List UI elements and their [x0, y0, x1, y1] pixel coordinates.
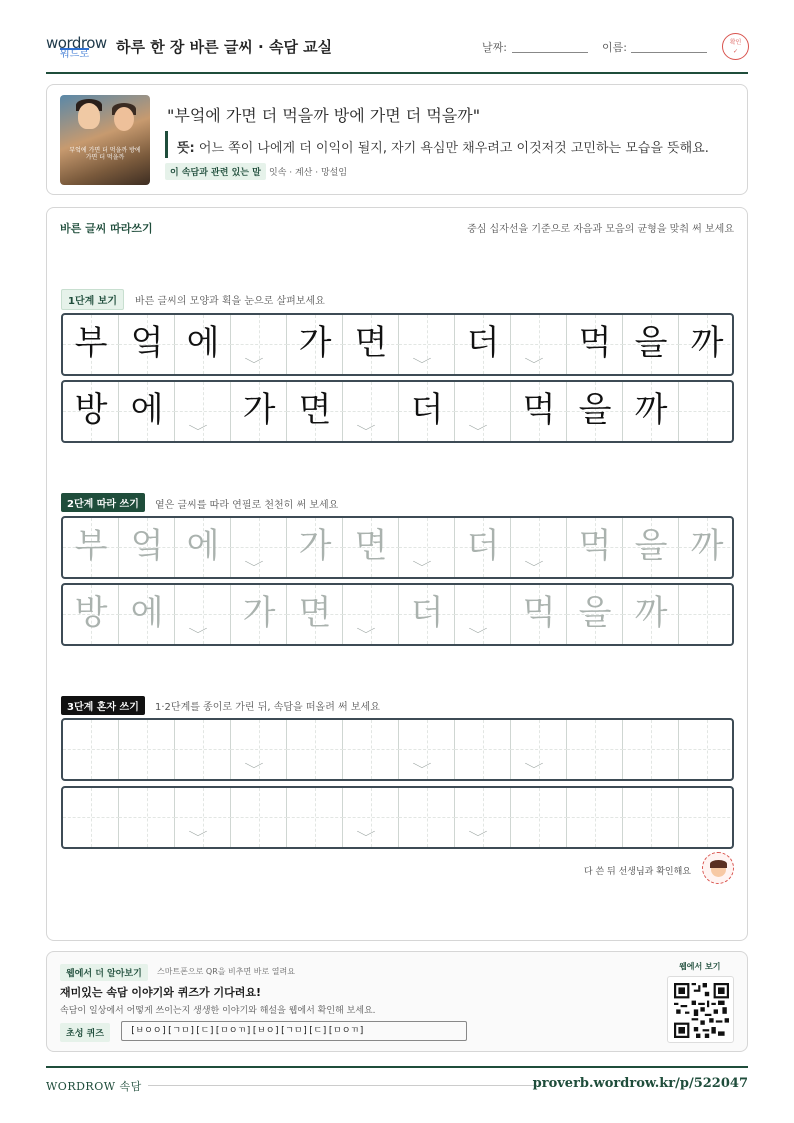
grid-cell: [231, 788, 287, 847]
step1-note: 바른 글씨의 모양과 획을 눈으로 살펴보세요: [135, 296, 325, 307]
grid-cell: [343, 585, 399, 644]
grid-cell: [567, 585, 623, 644]
space-mark-icon: ﹀: [412, 357, 432, 371]
logo-text: wordrow: [46, 34, 107, 52]
grid-character: 을: [634, 323, 668, 363]
grid-character: 면: [354, 323, 388, 363]
step3-label: 3단계 혼자 쓰기: [61, 696, 145, 715]
teacher-icon: [702, 852, 734, 884]
grid-cell: [119, 585, 175, 644]
grid-cell: [567, 788, 623, 847]
grid-cell: [63, 788, 119, 847]
meaning-label: 뜻:: [177, 141, 195, 156]
grid-cell: [63, 382, 119, 441]
space-mark-icon: ﹀: [412, 560, 432, 574]
grid-character: 먹: [522, 593, 556, 633]
space-mark-icon: ﹀: [188, 830, 208, 844]
grid-character: 가: [298, 323, 332, 363]
grid-cell: [511, 720, 567, 779]
qr-label: 웹에서 보기: [679, 962, 721, 971]
proverb-text: "부엌에 가면 더 먹을까 방에 가면 더 먹을까": [167, 106, 481, 125]
grid-character: 부: [74, 323, 108, 363]
proverb-illustration: [60, 95, 150, 185]
step3-row-2[interactable]: [61, 786, 734, 849]
qr-code-icon[interactable]: [667, 976, 734, 1043]
grid-character: 가: [298, 526, 332, 566]
practice-note: 중심 십자선을 기준으로 자음과 모음의 균형을 맞춰 써 보세요: [467, 224, 734, 235]
teacher-check-note: 다 쓴 뒤 선생님과 확인해요: [583, 867, 691, 877]
handwriting-practice: [46, 207, 748, 941]
web-info-box: [46, 951, 748, 1052]
grid-character: 가: [242, 593, 276, 633]
grid-cell: [231, 315, 287, 374]
proverb-meaning: [177, 137, 709, 156]
grid-cell: [623, 585, 679, 644]
grid-cell: [455, 518, 511, 577]
stamp-text: 확인: [729, 39, 742, 46]
grid-character: 방: [74, 593, 108, 633]
grid-cell: [679, 518, 734, 577]
grid-cell: [679, 720, 734, 779]
grid-character: 면: [298, 593, 332, 633]
grid-character: 더: [410, 593, 444, 633]
grid-cell: [231, 518, 287, 577]
grid-cell: [455, 788, 511, 847]
grid-cell: [343, 518, 399, 577]
grid-character: 엌: [130, 526, 164, 566]
proverb-card: [46, 84, 748, 195]
step2-row-2[interactable]: [61, 583, 734, 646]
grid-cell: [567, 315, 623, 374]
practice-title: 바른 글씨 따라쓰기: [60, 222, 153, 235]
name-label: 이름:: [602, 41, 627, 54]
grid-cell: [511, 315, 567, 374]
grid-character: 더: [466, 526, 500, 566]
grid-cell: [399, 788, 455, 847]
grid-cell: [119, 315, 175, 374]
grid-cell: [399, 585, 455, 644]
step2-label: 2단계 따라 쓰기: [61, 493, 145, 512]
grid-cell: [287, 788, 343, 847]
grid-cell: [343, 382, 399, 441]
grid-character: 까: [690, 323, 724, 363]
grid-cell: [231, 720, 287, 779]
grid-character: 면: [354, 526, 388, 566]
grid-cell: [119, 518, 175, 577]
grid-cell: [511, 585, 567, 644]
grid-character: 에: [186, 323, 220, 363]
grid-cell: [175, 720, 231, 779]
space-mark-icon: ﹀: [412, 762, 432, 776]
grid-cell: [287, 315, 343, 374]
footer-brand: WORDROW 속담: [46, 1080, 142, 1093]
space-mark-icon: ﹀: [244, 357, 264, 371]
web-title: 재미있는 속담 이야기와 퀴즈가 기다려요!: [60, 986, 261, 999]
grid-cell: [287, 585, 343, 644]
grid-cell: [399, 315, 455, 374]
space-mark-icon: ﹀: [356, 627, 376, 641]
date-field[interactable]: [512, 52, 588, 53]
grid-cell: [399, 518, 455, 577]
space-mark-icon: ﹀: [524, 560, 544, 574]
grid-character: 먹: [578, 526, 612, 566]
grid-cell: [679, 788, 734, 847]
grid-cell: [455, 382, 511, 441]
grid-character: 부: [74, 526, 108, 566]
space-mark-icon: ﹀: [244, 762, 264, 776]
grid-character: 면: [298, 390, 332, 430]
grid-character: 먹: [578, 323, 612, 363]
grid-cell: [119, 720, 175, 779]
space-mark-icon: ﹀: [468, 627, 488, 641]
meaning-accent-bar: [165, 131, 168, 158]
meaning-text: 어느 쪽이 나에게 더 이익이 될지, 자기 욕심만 채우려고 이것저것 고민하는 모습을 뜻해요.: [198, 141, 709, 156]
space-mark-icon: ﹀: [356, 830, 376, 844]
quiz-label: 초성 퀴즈: [60, 1023, 110, 1042]
grid-cell: [175, 315, 231, 374]
space-mark-icon: ﹀: [244, 560, 264, 574]
grid-cell: [455, 720, 511, 779]
qr-hint: 스마트폰으로 QR을 비추면 바로 열려요: [157, 967, 295, 976]
grid-cell: [679, 585, 734, 644]
grid-character: 더: [466, 323, 500, 363]
grid-cell: [343, 788, 399, 847]
related-words: 잇속 · 계산 · 망설임: [269, 168, 348, 178]
footer-divider: [148, 1085, 536, 1086]
space-mark-icon: ﹀: [188, 424, 208, 438]
step2-note: 옅은 글씨를 따라 연필로 천천히 써 보세요: [155, 500, 339, 511]
grid-cell: [511, 788, 567, 847]
logo-subtext: 워드로: [60, 49, 89, 60]
grid-cell: [567, 518, 623, 577]
grid-cell: [511, 518, 567, 577]
space-mark-icon: ﹀: [188, 627, 208, 641]
grid-character: 에: [130, 390, 164, 430]
grid-character: 까: [690, 526, 724, 566]
grid-cell: [455, 315, 511, 374]
name-field[interactable]: [631, 52, 707, 53]
step3-row-1[interactable]: [61, 718, 734, 781]
step2-row-1[interactable]: [61, 516, 734, 579]
grid-character: 까: [634, 390, 668, 430]
grid-cell: [119, 788, 175, 847]
grid-character: 더: [410, 390, 444, 430]
grid-cell: [455, 585, 511, 644]
grid-cell: [623, 382, 679, 441]
step1-row-2: [61, 380, 734, 443]
qr-graphic: [674, 983, 729, 1038]
step3-note: 1·2단계를 종이로 가린 뒤, 속담을 떠올려 써 보세요: [155, 702, 380, 713]
grid-cell: [679, 315, 734, 374]
grid-cell: [175, 382, 231, 441]
grid-cell: [175, 585, 231, 644]
grid-cell: [287, 518, 343, 577]
grid-cell: [63, 720, 119, 779]
grid-cell: [679, 382, 734, 441]
grid-cell: [287, 382, 343, 441]
page-header: [46, 30, 748, 74]
grid-character: 방: [74, 390, 108, 430]
grid-cell: [343, 720, 399, 779]
space-mark-icon: ﹀: [356, 424, 376, 438]
grid-cell: [399, 382, 455, 441]
grid-cell: [623, 315, 679, 374]
footer-url-link[interactable]: proverb.wordrow.kr/p/522047: [532, 1076, 748, 1091]
space-mark-icon: ﹀: [468, 424, 488, 438]
space-mark-icon: ﹀: [524, 762, 544, 776]
grid-character: 에: [186, 526, 220, 566]
grid-cell: [287, 720, 343, 779]
grid-cell: [511, 382, 567, 441]
grid-character: 을: [578, 390, 612, 430]
grid-cell: [63, 518, 119, 577]
space-mark-icon: ﹀: [468, 830, 488, 844]
grid-cell: [399, 720, 455, 779]
grid-character: 을: [634, 526, 668, 566]
web-description: 속담이 일상에서 어떻게 쓰이는지 생생한 이야기와 해설을 웹에서 확인해 보세요.: [60, 1006, 376, 1016]
grid-cell: [63, 585, 119, 644]
grid-cell: [119, 382, 175, 441]
grid-character: 을: [578, 593, 612, 633]
grid-cell: [343, 315, 399, 374]
web-tag: 웹에서 더 알아보기: [60, 964, 148, 981]
grid-character: 에: [130, 593, 164, 633]
grid-cell: [623, 518, 679, 577]
grid-cell: [63, 315, 119, 374]
grid-character: 먹: [522, 390, 556, 430]
grid-character: 가: [242, 390, 276, 430]
page-footer: [46, 1066, 748, 1093]
grid-cell: [623, 788, 679, 847]
chosung-quiz: [ㅂㅇㅇ][ㄱㅁ][ㄷ][ㅁㅇㄲ][ㅂㅇ][ㄱㅁ][ㄷ][ㅁㅇㄲ]: [121, 1021, 467, 1041]
check-stamp-icon: 확인 ✓: [722, 33, 749, 60]
grid-cell: [231, 382, 287, 441]
grid-character: 까: [634, 593, 668, 633]
illustration-caption: 부엌에 가면 더 먹을까 방에 가면 더 먹을까: [69, 147, 141, 161]
page-title: 하루 한 장 바른 글씨 · 속담 교실: [116, 38, 333, 56]
related-words-tag: 이 속담과 관련 있는 말: [165, 163, 266, 180]
grid-cell: [567, 382, 623, 441]
step1-row-1: [61, 313, 734, 376]
grid-cell: [567, 720, 623, 779]
grid-cell: [175, 788, 231, 847]
grid-cell: [623, 720, 679, 779]
grid-character: 엌: [130, 323, 164, 363]
space-mark-icon: ﹀: [524, 357, 544, 371]
grid-cell: [175, 518, 231, 577]
step1-label: 1단계 보기: [61, 289, 124, 310]
grid-cell: [231, 585, 287, 644]
date-label: 날짜:: [482, 41, 507, 54]
